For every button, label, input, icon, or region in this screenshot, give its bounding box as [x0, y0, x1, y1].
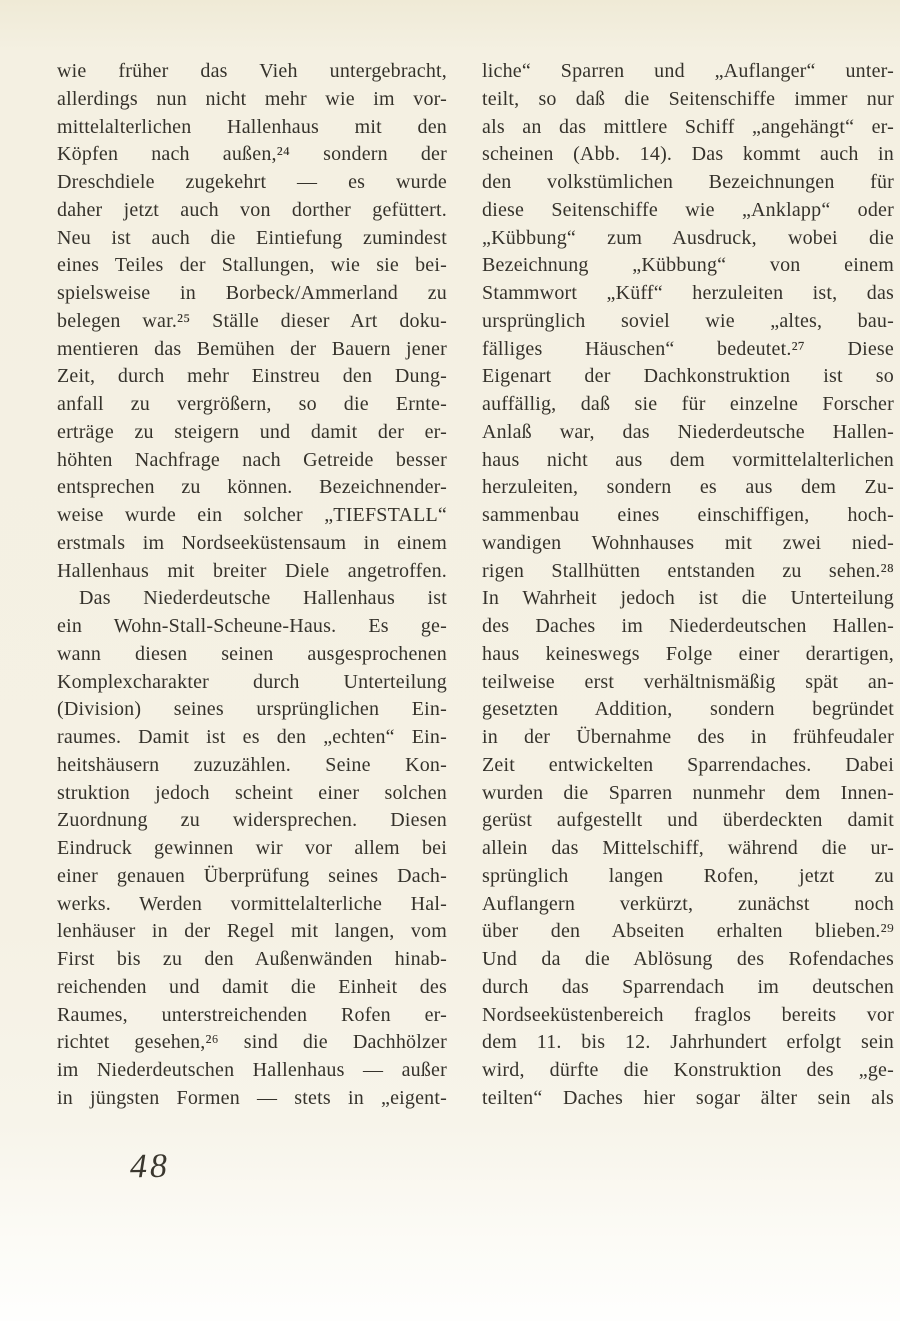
text-line: entsprechen zu können. Bezeichnender- — [57, 476, 447, 499]
text-line: teilt, so daß die Seitenschiffe immer nur — [482, 87, 894, 110]
text-line: struktion jedoch scheint einer solchen — [57, 781, 447, 804]
text-line: Zuordnung zu widersprechen. Diesen — [57, 809, 447, 832]
text-line: sprünglich langen Rofen, jetzt zu — [482, 864, 894, 887]
text-line: sammenbau eines einschiffigen, hoch- — [482, 504, 894, 526]
text-line: allerdings nun nicht mehr wie im vor- — [57, 87, 447, 110]
text-line: Komplexcharakter durch Unterteilung — [57, 670, 447, 693]
text-line: mittelalterlichen Hallenhaus mit den — [57, 115, 447, 138]
text-line: herzuleiten, sondern es aus dem Zu- — [482, 476, 894, 499]
text-line: teilten“ Daches hier sogar älter sein als — [482, 1086, 894, 1109]
text-line: raumes. Damit ist es den „echten“ Ein- — [57, 726, 447, 748]
text-line: scheinen (Abb. 14). Das kommt auch in — [482, 143, 894, 166]
text-line: in der Übernahme des in frühfeudaler — [482, 726, 894, 748]
text-line: wie früher das Vieh untergebracht, — [57, 60, 447, 82]
text-line: höhten Nachfrage nach Getreide besser — [57, 448, 447, 471]
text-line: Köpfen nach außen,²⁴ sondern der — [57, 143, 447, 166]
text-line: Nordseeküstenbereich fraglos bereits vor — [482, 1003, 894, 1026]
text-line: Das Niederdeutsche Hallenhaus ist — [79, 587, 447, 610]
text-line: Zeit entwickelten Sparrendaches. Dabei — [482, 753, 894, 776]
text-line: weise wurde ein solcher „TIEFSTALL“ — [57, 504, 447, 526]
text-line: rigen Stallhütten entstanden zu sehen.²⁸ — [482, 559, 894, 582]
text-line: mentieren das Bemühen der Bauern jener — [57, 337, 447, 360]
text-line: Zeit, durch mehr Einstreu den Dung- — [57, 365, 447, 388]
text-line: diese Seitenschiffe wie „Anklapp“ oder — [482, 198, 894, 221]
text-line: in jüngsten Formen — stets in „eigent- — [57, 1086, 447, 1109]
text-line: dem 11. bis 12. Jahrhundert erfolgt sein — [482, 1031, 894, 1054]
text-line: einer genauen Überprüfung seines Dach- — [57, 864, 447, 887]
text-line: gerüst aufgestellt und überdeckten damit — [482, 809, 894, 832]
text-line: anfall zu vergrößern, so die Ernte- — [57, 393, 447, 415]
text-line: Hallenhaus mit breiter Diele angetroffen. — [57, 559, 447, 582]
text-line: belegen war.²⁵ Ställe dieser Art doku- — [57, 309, 447, 332]
text-line: eines Teiles der Stallungen, wie sie bei- — [57, 254, 447, 277]
left-text-column — [57, 58, 447, 1113]
text-line: wird, dürfte die Konstruktion des „ge- — [482, 1059, 894, 1081]
text-line: haus nicht aus dem vormittelalterlichen — [482, 448, 894, 471]
text-line: First bis zu den Außenwänden hinab- — [57, 948, 447, 970]
text-line: Anlaß war, das Niederdeutsche Hallen- — [482, 420, 894, 443]
text-line: „Kübbung“ zum Ausdruck, wobei die — [482, 226, 894, 249]
text-line: als an das mittlere Schiff „angehängt“ er- — [482, 115, 894, 138]
text-line: allein das Mittelschiff, während die ur- — [482, 837, 894, 859]
text-line: auffällig, daß sie für einzelne Forscher — [482, 393, 894, 415]
text-line: haus keineswegs Folge einer derartigen, — [482, 642, 894, 665]
text-line: Eigenart der Dachkonstruktion ist so — [482, 365, 894, 388]
right-text-column — [482, 58, 894, 1113]
text-line: reichenden und damit die Einheit des — [57, 975, 447, 998]
text-line: wurden die Sparren nunmehr dem Innen- — [482, 781, 894, 804]
text-line: richtet gesehen,²⁶ sind die Dachhölzer — [57, 1031, 447, 1054]
text-line: des Daches im Niederdeutschen Hallen- — [482, 615, 894, 637]
text-line: daher jetzt auch von dorther gefüttert. — [57, 198, 447, 221]
text-line: erstmals im Nordseeküstensaum in einem — [57, 531, 447, 554]
text-line: durch das Sparrendach im deutschen — [482, 975, 894, 998]
text-line: Stammwort „Küff“ herzuleiten ist, das — [482, 282, 894, 304]
text-line: Bezeichnung „Kübbung“ von einem — [482, 254, 894, 277]
text-line: Neu ist auch die Eintiefung zumindest — [57, 226, 447, 249]
text-line: ein Wohn-Stall-Scheune-Haus. Es ge- — [57, 615, 447, 637]
text-line: Auflangern verkürzt, zunächst noch — [482, 892, 894, 915]
text-line: Dreschdiele zugekehrt — es wurde — [57, 171, 447, 193]
text-line: erträge zu steigern und damit der er- — [57, 420, 447, 443]
text-line: ursprünglich soviel wie „altes, bau- — [482, 309, 894, 332]
text-line: In Wahrheit jedoch ist die Unterteilung — [482, 587, 894, 610]
text-line: heitshäusern zuzuzählen. Seine Kon- — [57, 753, 447, 776]
text-line: teilweise erst verhältnismäßig spät an- — [482, 670, 894, 693]
text-line: spielsweise in Borbeck/Ammerland zu — [57, 282, 447, 304]
text-line: im Niederdeutschen Hallenhaus — außer — [57, 1059, 447, 1081]
text-line: wann diesen seinen ausgesprochenen — [57, 642, 447, 665]
text-line: Eindruck gewinnen wir vor allem bei — [57, 837, 447, 859]
text-line: lenhäuser in der Regel mit langen, vom — [57, 920, 447, 943]
text-line: Raumes, unterstreichenden Rofen er- — [57, 1003, 447, 1026]
text-line: werks. Werden vormittelalterliche Hal- — [57, 892, 447, 915]
text-line: über den Abseiten erhalten blieben.²⁹ — [482, 920, 894, 943]
page-number: 48 — [129, 1147, 171, 1186]
text-line: liche“ Sparren und „Auflanger“ unter- — [482, 60, 894, 82]
text-line: Und da die Ablösung des Rofendaches — [482, 948, 894, 970]
text-line: (Division) seines ursprünglichen Ein- — [57, 698, 447, 721]
text-line: den volkstümlichen Bezeichnungen für — [482, 171, 894, 193]
text-line: wandigen Wohnhauses mit zwei nied- — [482, 531, 894, 554]
text-line: gesetzten Addition, sondern begründet — [482, 698, 894, 721]
text-line: fälliges Häuschen“ bedeutet.²⁷ Diese — [482, 337, 894, 360]
